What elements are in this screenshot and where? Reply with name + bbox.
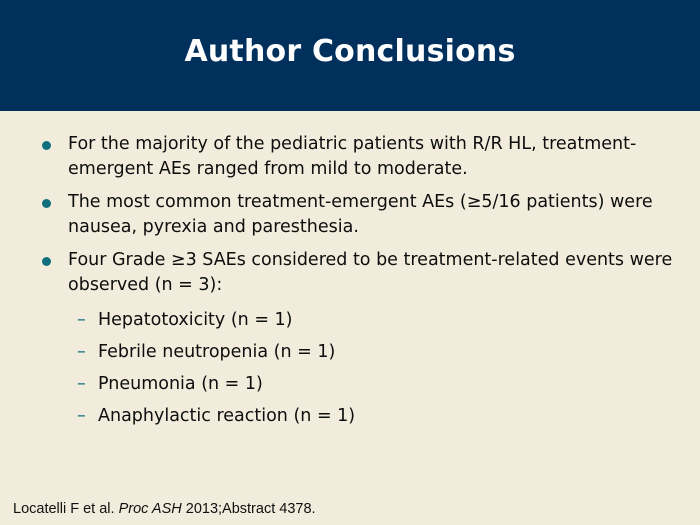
citation-details: 2013;Abstract 4378. bbox=[185, 501, 316, 517]
bullet-dot-icon bbox=[42, 257, 51, 266]
sub-bullet-dash: – bbox=[77, 406, 86, 426]
sub-bullet-text: Hepatotoxicity (n = 1) bbox=[98, 310, 293, 330]
bullet-text: The most common treatment-emergent AEs (≥5/16 patients) were nausea, pyrexia and paresthesia. bbox=[68, 192, 653, 237]
sub-bullet-text: Pneumonia (n = 1) bbox=[98, 374, 263, 394]
citation-journal: Proc ASH bbox=[118, 501, 182, 517]
bullet-item bbox=[40, 190, 680, 240]
sub-bullet-item bbox=[40, 340, 680, 365]
sub-bullet-item bbox=[40, 308, 680, 333]
sub-bullet-item bbox=[40, 404, 680, 429]
sub-bullet-dash: – bbox=[77, 310, 86, 330]
bullet-list bbox=[40, 132, 680, 436]
sub-bullet-dash: – bbox=[77, 342, 86, 362]
sub-bullet-text: Febrile neutropenia (n = 1) bbox=[98, 342, 336, 362]
sub-bullet-dash: – bbox=[77, 374, 86, 394]
bullet-dot-icon bbox=[42, 141, 51, 150]
bullet-item bbox=[40, 132, 680, 182]
sub-bullet-item bbox=[40, 372, 680, 397]
sub-bullet-text: Anaphylactic reaction (n = 1) bbox=[98, 406, 356, 426]
bullet-text: Four Grade ≥3 SAEs considered to be treatment-related events were observed (n = 3): bbox=[68, 250, 673, 295]
citation-authors: Locatelli F et al. bbox=[13, 501, 115, 517]
title-bar bbox=[0, 0, 700, 111]
citation bbox=[13, 501, 316, 517]
slide-title: Author Conclusions bbox=[184, 34, 516, 69]
bullet-text: For the majority of the pediatric patients with R/R HL, treatment-emergent AEs ranged from mild to moderate. bbox=[68, 134, 637, 179]
bullet-item bbox=[40, 248, 680, 298]
bullet-dot-icon bbox=[42, 199, 51, 208]
